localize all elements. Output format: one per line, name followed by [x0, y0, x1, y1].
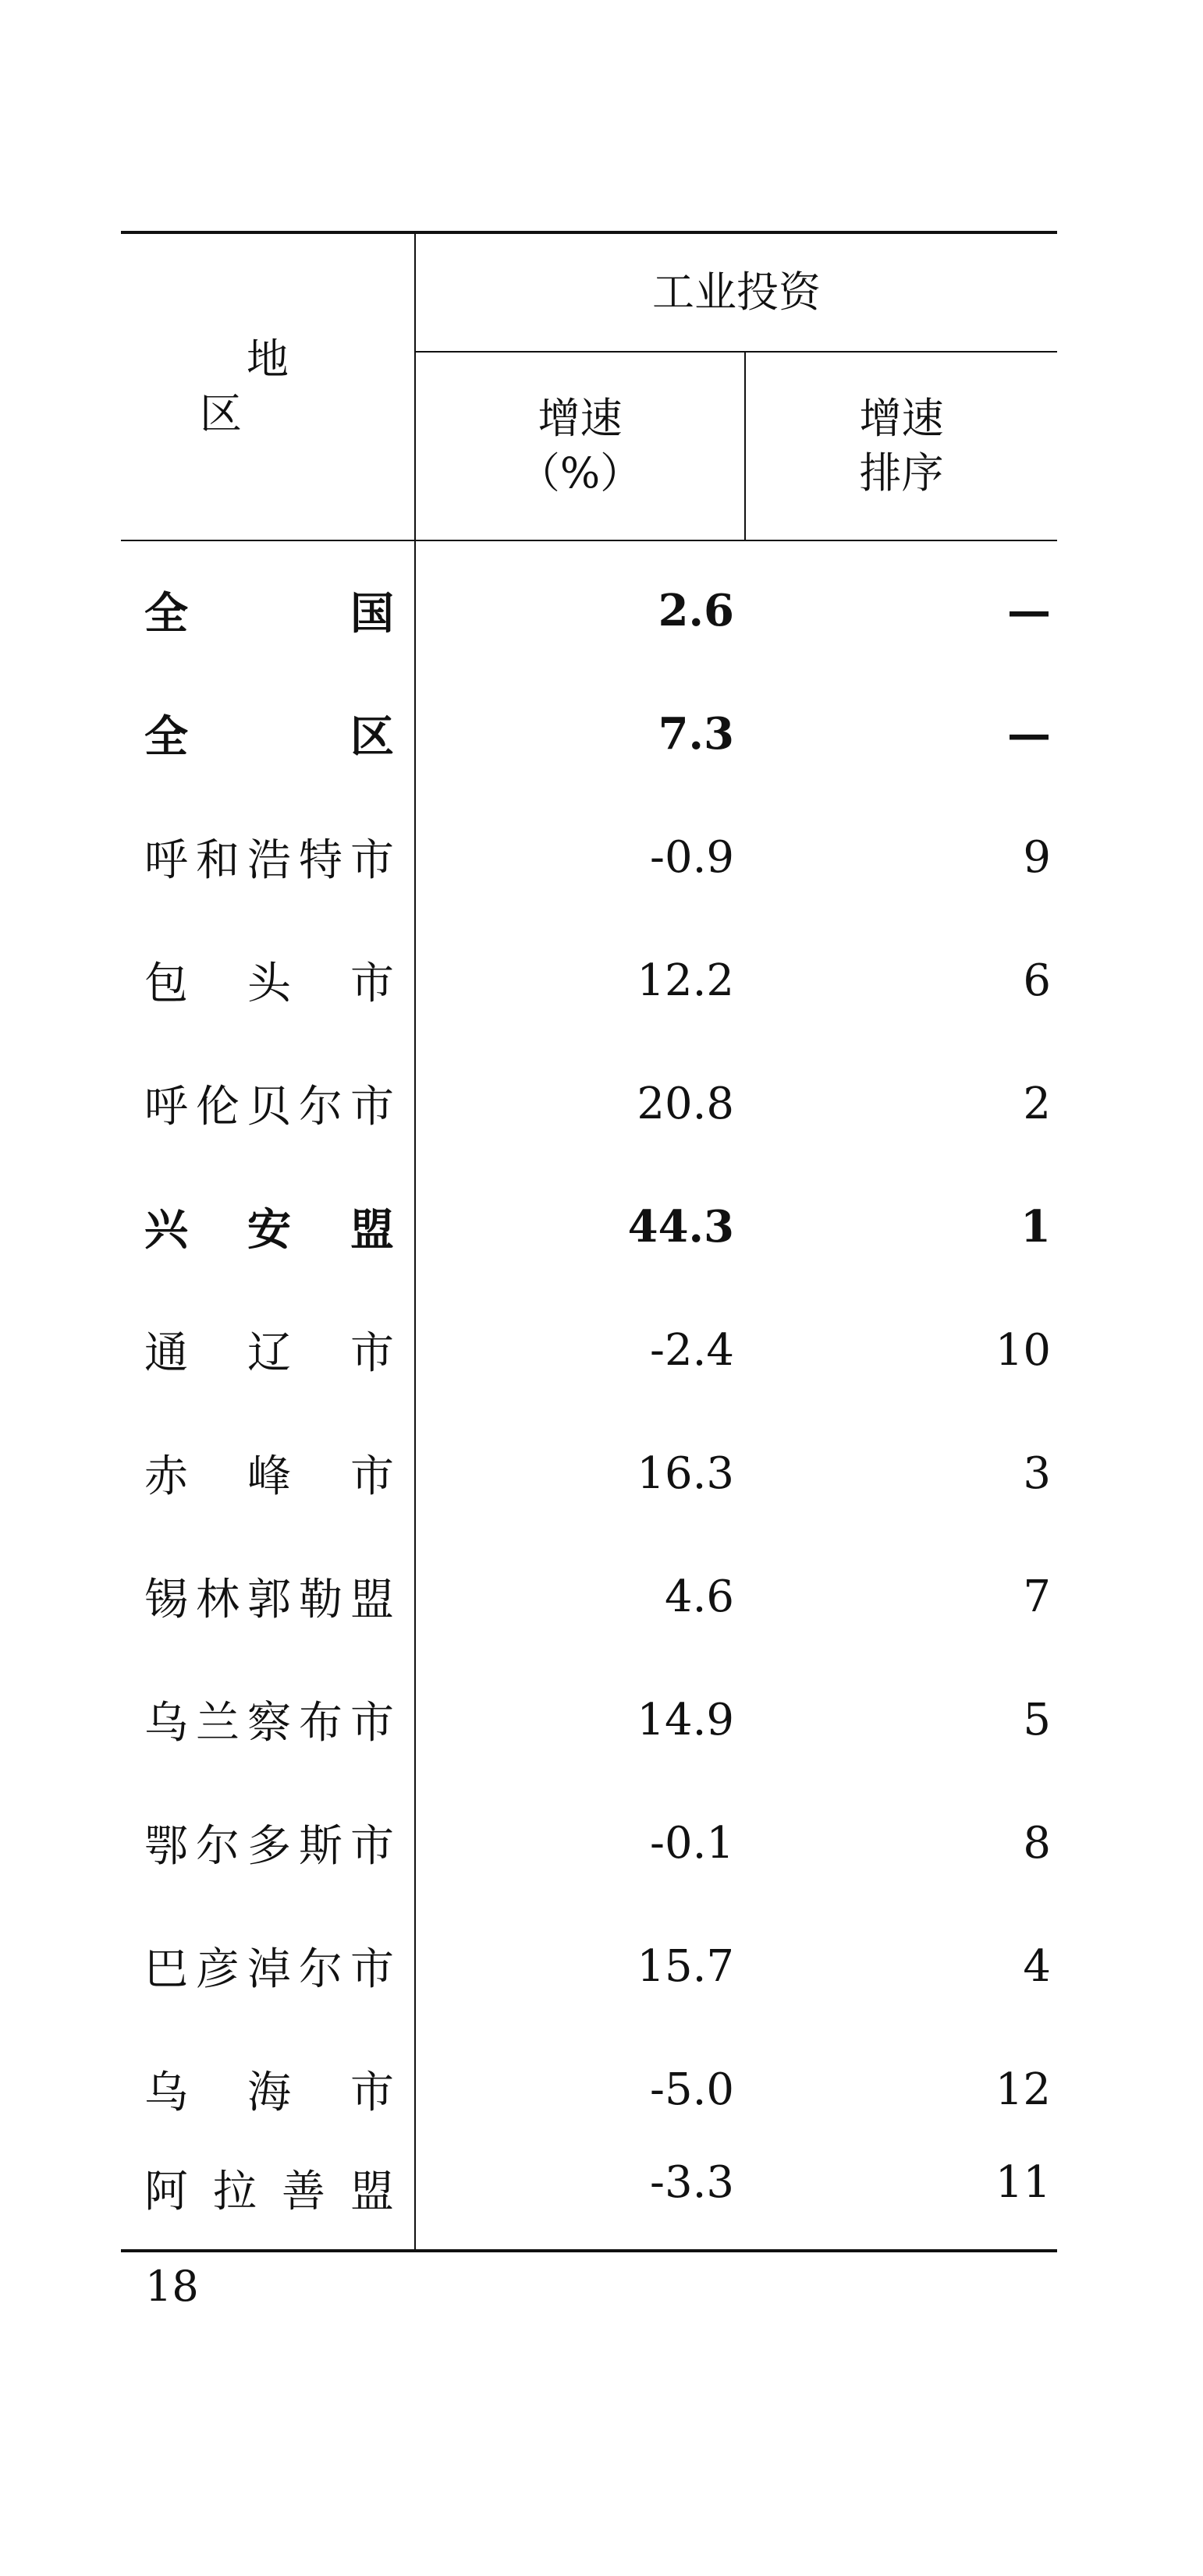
region-name-char: 全	[144, 711, 188, 763]
growth-rank-cell: —	[1007, 708, 1051, 760]
region-header-label: 地区	[200, 335, 382, 438]
region-name	[144, 949, 394, 1012]
region-name-char: 浩	[247, 835, 291, 886]
growth-rate-cell: -5.0	[650, 2064, 734, 2115]
region-name-char: 多	[247, 1821, 291, 1872]
region-name	[144, 703, 394, 765]
region-name	[144, 579, 394, 642]
region-name-char: 巴	[144, 1944, 188, 1995]
growth-rank-cell: 5	[1023, 1694, 1051, 1745]
region-name-char: 市	[350, 958, 394, 1009]
growth-rate-cell: 7.3	[658, 708, 734, 760]
region-name-char: 海	[247, 2068, 291, 2118]
growth-rank-cell: 9	[1023, 831, 1051, 883]
region-name-char: 市	[350, 1944, 394, 1995]
growth-rate-cell: 12.2	[637, 955, 734, 1006]
region-name-char: 市	[350, 1698, 394, 1749]
region-cell	[121, 1658, 415, 1781]
region-name-char: 辽	[247, 1328, 291, 1379]
region-name-char: 市	[350, 1451, 394, 1502]
region-name	[144, 1196, 394, 1258]
growth-rank-cell: 6	[1023, 955, 1051, 1006]
table-row	[121, 1781, 1057, 1905]
table-row	[121, 1905, 1057, 2028]
growth-rate-cell: -3.3	[415, 2151, 745, 2251]
table-row	[121, 2028, 1057, 2151]
growth-rate-header-line1: 增速	[538, 394, 623, 443]
table-row	[121, 540, 1057, 672]
growth-rank-cell: —	[1007, 585, 1051, 636]
region-name-char: 赤	[144, 1451, 188, 1502]
growth-rate-cell: 20.8	[637, 1078, 734, 1129]
growth-rank-cell: 12	[995, 2064, 1051, 2115]
region-name-char: 国	[350, 588, 394, 640]
table-row	[121, 1658, 1057, 1781]
region-name-char: 拉	[213, 2167, 257, 2217]
region-name-char: 勒	[299, 1575, 342, 1625]
region-name-char: 市	[350, 1328, 394, 1379]
table-row	[121, 672, 1057, 795]
region-name-char: 伦	[196, 1082, 240, 1132]
industrial-investment-group-header: 工业投资	[415, 232, 1057, 352]
region-name-char: 市	[350, 2068, 394, 2118]
region-cell	[121, 795, 415, 919]
region-name	[144, 1935, 394, 1997]
table-row	[121, 795, 1057, 919]
region-cell	[121, 1042, 415, 1165]
region-name	[144, 826, 394, 888]
table-row	[121, 1165, 1057, 1288]
growth-rank-header-line2: 排序	[859, 448, 944, 498]
page-number: 18	[145, 2262, 199, 2311]
table-row	[121, 2151, 1057, 2251]
growth-rank-cell: 1	[1020, 1201, 1051, 1253]
region-name-char: 市	[350, 1082, 394, 1132]
region-cell	[121, 1781, 415, 1905]
region-name-char: 彦	[196, 1944, 240, 1995]
growth-rank-cell: 2	[1023, 1078, 1051, 1129]
region-name-char: 盟	[350, 1204, 394, 1256]
growth-rank-cell: 11	[745, 2151, 1057, 2251]
region-name-char: 乌	[144, 2068, 188, 2118]
region-name-char: 阿	[144, 2167, 188, 2217]
growth-rank-cell: 10	[995, 1324, 1051, 1376]
region-name-char: 兰	[196, 1698, 240, 1749]
region-cell	[121, 1412, 415, 1535]
region-name-char: 安	[247, 1204, 291, 1256]
region-name	[144, 1812, 394, 1874]
region-name-char: 全	[144, 588, 188, 640]
region-cell	[121, 2151, 415, 2251]
table-row	[121, 919, 1057, 1042]
growth-rate-cell: 44.3	[627, 1201, 734, 1253]
region-cell	[121, 919, 415, 1042]
region-column-header	[121, 232, 415, 540]
region-name-char: 盟	[350, 1575, 394, 1625]
region-name-char: 淖	[247, 1944, 291, 1995]
region-cell	[121, 1905, 415, 2028]
region-name	[144, 2058, 394, 2121]
region-name-char: 尔	[299, 1082, 342, 1132]
region-name	[144, 1688, 394, 1751]
region-name-char: 斯	[299, 1821, 342, 1872]
region-name-char: 兴	[144, 1204, 188, 1256]
region-name-char: 包	[144, 958, 188, 1009]
growth-rank-cell: 7	[1023, 1571, 1051, 1622]
investment-table-container	[121, 231, 1057, 2252]
region-name	[144, 1565, 394, 1628]
region-name	[144, 1072, 394, 1135]
growth-rank-header-line1: 增速	[859, 394, 944, 443]
growth-rate-cell: 14.9	[637, 1694, 734, 1745]
growth-rank-cell: 3	[1023, 1447, 1051, 1499]
growth-rate-cell: 16.3	[637, 1447, 734, 1499]
region-name-char: 善	[282, 2167, 325, 2217]
growth-rate-cell: 4.6	[664, 1571, 734, 1622]
table-row	[121, 1288, 1057, 1412]
region-name-char: 峰	[247, 1451, 291, 1502]
region-name-char: 通	[144, 1328, 188, 1379]
region-name-char: 区	[350, 711, 394, 763]
region-name-char: 市	[350, 1821, 394, 1872]
growth-rate-cell: 2.6	[658, 585, 734, 636]
region-name	[144, 1442, 394, 1504]
region-name	[144, 1319, 394, 1381]
region-name-char: 贝	[247, 1082, 291, 1132]
growth-rate-cell: -0.1	[650, 1817, 734, 1869]
region-name	[144, 2157, 394, 2220]
table-row	[121, 1535, 1057, 1658]
region-cell	[121, 1165, 415, 1288]
growth-rate-cell: -2.4	[650, 1324, 734, 1376]
growth-rank-cell: 4	[1023, 1940, 1051, 1992]
table-body	[121, 540, 1057, 2251]
region-name-char: 特	[299, 835, 342, 886]
region-name-char: 呼	[144, 1082, 188, 1132]
region-name-char: 和	[196, 835, 240, 886]
table-row	[121, 1412, 1057, 1535]
region-name-char: 察	[247, 1698, 291, 1749]
region-name-char: 盟	[350, 2167, 394, 2217]
region-cell	[121, 2028, 415, 2151]
region-name-char: 乌	[144, 1698, 188, 1749]
region-cell	[121, 672, 415, 795]
growth-rate-cell: -0.9	[650, 831, 734, 883]
region-name-char: 市	[350, 835, 394, 886]
table-header	[121, 232, 1057, 540]
region-cell	[121, 1288, 415, 1412]
region-name-char: 呼	[144, 835, 188, 886]
region-name-char: 尔	[299, 1944, 342, 1995]
region-name-char: 尔	[196, 1821, 240, 1872]
region-name-char: 鄂	[144, 1821, 188, 1872]
region-name-char: 林	[196, 1575, 240, 1625]
growth-rank-column-header	[745, 352, 1057, 540]
growth-rate-column-header	[415, 352, 745, 540]
table-row	[121, 1042, 1057, 1165]
growth-rank-cell: 8	[1023, 1817, 1051, 1869]
region-name-char: 头	[247, 958, 291, 1009]
growth-rate-cell: 15.7	[637, 1940, 734, 1992]
region-name-char: 布	[299, 1698, 342, 1749]
industrial-investment-table	[121, 231, 1057, 2252]
region-name-char: 锡	[144, 1575, 188, 1625]
region-name-char: 郭	[247, 1575, 291, 1625]
region-cell	[121, 540, 415, 672]
region-cell	[121, 1535, 415, 1658]
growth-rate-header-line2: （%）	[517, 448, 643, 498]
